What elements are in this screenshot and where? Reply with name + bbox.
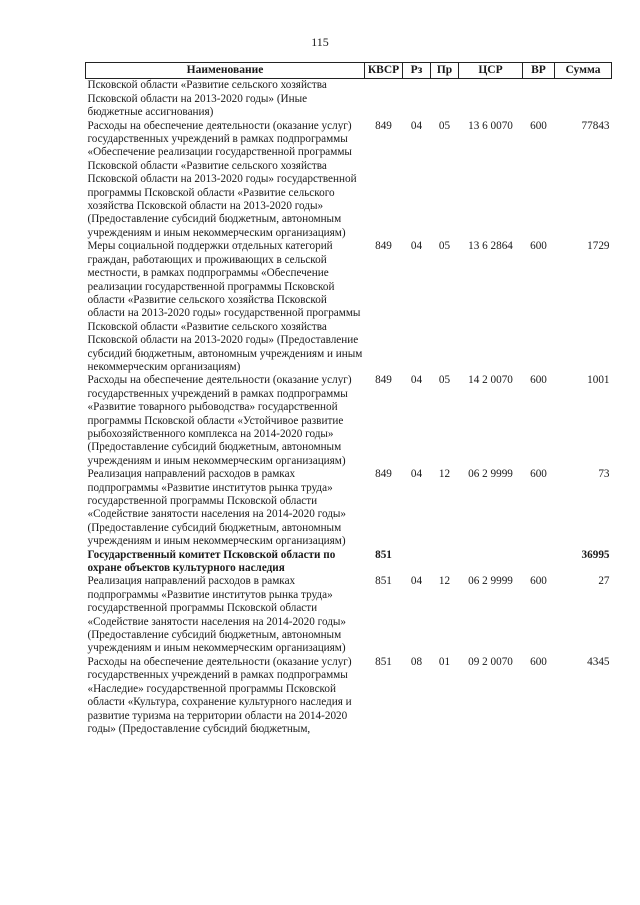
row-csr: 06 2 9999	[468, 575, 513, 588]
row-pr	[431, 79, 459, 120]
table-row	[86, 79, 612, 120]
row-vr: 600	[530, 374, 547, 387]
row-pr: 05	[438, 374, 451, 387]
table-row	[86, 575, 612, 655]
row-csr: 09 2 0070	[468, 655, 513, 668]
table-row	[86, 374, 612, 468]
table-row	[86, 656, 612, 736]
row-name: Псковской области «Развитие сельского хозяйства Псковской области на 2013-2020 годы» (Иные бюджетные ассигнования)	[87, 79, 327, 119]
row-name: Меры социальной поддержки отдельных категорий граждан, работающих и проживающих в сельской местности, в рамках подпрограммы «Обеспечение реализации государственной программы Псковской области «Развитие сельского хозяйства Псковской области на 2013-2020 годы» государственной программы Псковской области «Развитие сельского хозяйства Псковской области на 2013-2020 годы» (Предоставление субсидий бюджетным, автономным учреждениям и иным некоммерческим организациям)	[87, 240, 363, 373]
row-rz	[403, 549, 431, 576]
page-number: 115	[311, 35, 329, 49]
row-kvsr: 849	[375, 374, 392, 387]
row-pr: 12	[438, 575, 451, 588]
row-sum	[555, 79, 612, 120]
row-sum: 73	[598, 468, 610, 481]
row-name: Реализация направлений расходов в рамках подпрограммы «Развитие институтов рынка труда» государственной программы Псковской области «Содействие занятости населения на 2014-2020 годы» (Предоставление субсидий бюджетным, автономным учреждениям и иным некоммерческим организациям)	[87, 575, 347, 655]
row-rz: 04	[410, 119, 423, 132]
row-sum: 1001	[587, 374, 610, 387]
row-vr	[523, 549, 555, 576]
row-csr	[459, 79, 523, 120]
row-pr: 05	[438, 119, 451, 132]
row-name: Расходы на обеспечение деятельности (оказание услуг) государственных учреждений в рамках подпрограммы «Развитие товарного рыбоводства» государственной программы Псковской области «Устойчивое развитие рыбохозяйственного комплекса на 2014-2020 годы» (Предоставление субсидий бюджетным, автономным учреждениям и иным некоммерческим организациям)	[87, 374, 352, 467]
row-name: Расходы на обеспечение деятельности (оказание услуг) государственных учреждений в рамках подпрограммы «Обеспечение реализации государственной программы Псковской области «Развитие сельского хозяйства Псковской области на 2013-2020 годы» государственной программы Псковской области «Развитие сельского хозяйства Псковской области на 2013-2020 годы» (Предоставление субсидий бюджетным, автономным учреждениям и иным некоммерческим организациям)	[87, 119, 357, 239]
header-kvsr: КВСР	[365, 63, 403, 79]
budget-table	[85, 62, 612, 736]
row-vr: 600	[530, 240, 547, 253]
row-csr: 13 6 2864	[468, 240, 513, 253]
row-rz: 08	[410, 655, 423, 668]
table-row	[86, 120, 612, 241]
row-kvsr: 849	[375, 468, 392, 481]
row-csr: 13 6 0070	[468, 119, 513, 132]
row-rz: 04	[410, 468, 423, 481]
row-pr: 05	[438, 240, 451, 253]
row-sum: 4345	[587, 655, 610, 668]
row-kvsr: 849	[375, 119, 392, 132]
row-vr	[523, 79, 555, 120]
row-csr	[459, 549, 523, 576]
row-csr: 06 2 9999	[468, 468, 513, 481]
row-kvsr: 849	[375, 240, 392, 253]
row-kvsr: 851	[375, 575, 392, 588]
row-vr: 600	[530, 575, 547, 588]
row-kvsr: 851	[375, 655, 392, 668]
row-sum: 36995	[581, 548, 610, 561]
header-sum: Сумма	[555, 63, 612, 79]
row-vr: 600	[530, 468, 547, 481]
row-pr: 12	[438, 468, 451, 481]
row-sum: 1729	[587, 240, 610, 253]
table-row-agency	[86, 549, 612, 576]
row-name: Государственный комитет Псковской области по охране объектов культурного наследия	[87, 548, 336, 575]
row-pr: 01	[438, 655, 451, 668]
header-name: Наименование	[86, 63, 365, 79]
header-vr: ВР	[523, 63, 555, 79]
row-kvsr: 851	[375, 548, 392, 561]
row-vr: 600	[530, 655, 547, 668]
row-rz: 04	[410, 240, 423, 253]
row-sum: 77843	[581, 119, 610, 132]
row-rz: 04	[410, 575, 423, 588]
table-row	[86, 468, 612, 548]
table-header	[86, 63, 612, 79]
row-vr: 600	[530, 119, 547, 132]
row-pr	[431, 549, 459, 576]
row-csr: 14 2 0070	[468, 374, 513, 387]
header-pr: Пр	[431, 63, 459, 79]
row-name: Реализация направлений расходов в рамках подпрограммы «Развитие институтов рынка труда» государственной программы Псковской области «Содействие занятости населения на 2014-2020 годы» (Предоставление субсидий бюджетным, автономным учреждениям и иным некоммерческим организациям)	[87, 468, 347, 548]
header-csr: ЦСР	[459, 63, 523, 79]
row-kvsr	[365, 79, 403, 120]
row-rz	[403, 79, 431, 120]
header-rz: Рз	[403, 63, 431, 79]
row-sum: 27	[598, 575, 610, 588]
row-name: Расходы на обеспечение деятельности (оказание услуг) государственных учреждений в рамках подпрограммы «Наследие» государственной программы Псковской области «Культура, сохранение культурного наследия и развитие туризма на территории области на 2014-2020 годы» (Предоставление субсидий бюджетным,	[87, 655, 352, 735]
row-rz: 04	[410, 374, 423, 387]
table-row	[86, 240, 612, 374]
